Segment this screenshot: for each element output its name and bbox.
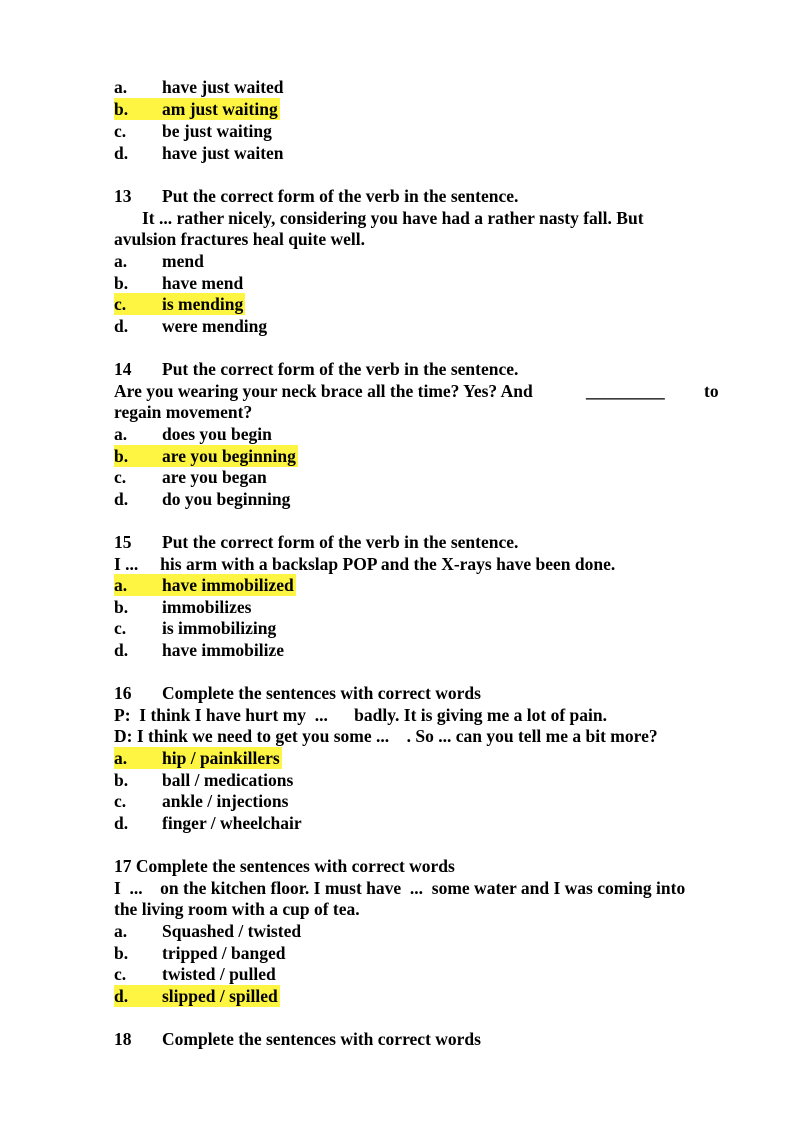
option-letter: a.: [114, 251, 128, 271]
option-letter: a.: [114, 748, 128, 768]
q16-option-a[interactable]: [114, 747, 282, 769]
question-instruction: Put the correct form of the verb in the sentence.: [162, 532, 519, 552]
option-letter: a.: [114, 77, 128, 97]
q13-text-line1: It ... rather nicely, considering you have had a rather nasty fall. But: [142, 208, 644, 228]
q14-text-start: Are you wearing your neck brace all the time? Yes? And: [114, 381, 533, 401]
question-number: 13: [114, 186, 132, 206]
question-instruction: Put the correct form of the verb in the sentence.: [162, 359, 519, 379]
option-text: mend: [162, 251, 204, 271]
q14-option-c[interactable]: [114, 466, 267, 488]
option-letter: b.: [114, 943, 129, 963]
option-letter: b.: [114, 597, 129, 617]
option-letter: d.: [114, 489, 129, 509]
answer-highlight: [114, 985, 280, 1007]
option-letter: d.: [114, 143, 129, 163]
q17-option-c[interactable]: [114, 963, 276, 985]
option-letter: c.: [114, 618, 127, 638]
option-letter: a.: [114, 921, 128, 941]
option-letter: d.: [114, 316, 129, 336]
q17-option-b[interactable]: [114, 942, 286, 964]
option-text: were mending: [162, 316, 268, 336]
q14-option-d[interactable]: [114, 488, 290, 510]
question-number: 15: [114, 532, 132, 552]
q14-text-line1: [114, 380, 734, 402]
option-letter: b.: [114, 99, 129, 119]
option-text: slipped / spilled: [162, 986, 278, 1006]
option-text: have mend: [162, 273, 244, 293]
q13-option-d[interactable]: [114, 315, 267, 337]
question-instruction: Complete the sentences with correct words: [162, 683, 481, 703]
option-letter: b.: [114, 446, 129, 466]
option-letter: c.: [114, 964, 127, 984]
q12-option-c[interactable]: [114, 120, 272, 142]
q15-heading: [114, 531, 518, 553]
question-number: 16: [114, 683, 132, 703]
q16-option-b[interactable]: [114, 769, 293, 791]
option-text: have just waited: [162, 77, 284, 97]
q13-option-a[interactable]: [114, 250, 204, 272]
option-letter: c.: [114, 294, 127, 314]
q16-option-c[interactable]: [114, 790, 288, 812]
option-text: finger / wheelchair: [162, 813, 302, 833]
q17-text-line1: I ... on the kitchen floor. I must have ... some water and I was coming into: [114, 878, 686, 898]
option-text: are you began: [162, 467, 267, 487]
q13-option-b[interactable]: [114, 272, 243, 294]
option-letter: a.: [114, 575, 128, 595]
option-text: am just waiting: [162, 99, 278, 119]
option-text: twisted / pulled: [162, 964, 276, 984]
option-letter: b.: [114, 273, 129, 293]
q16-text-line2: D: I think we need to get you some ... . So ... can you tell me a bit more?: [114, 726, 658, 746]
answer-highlight: [114, 747, 282, 769]
option-text: ball / medications: [162, 770, 294, 790]
q17-heading: 17 Complete the sentences with correct words: [114, 856, 455, 876]
question-number: 14: [114, 359, 132, 379]
option-text: are you beginning: [162, 446, 296, 466]
q17-option-a[interactable]: [114, 920, 301, 942]
option-letter: d.: [114, 640, 129, 660]
q17-text-line2: the living room with a cup of tea.: [114, 899, 360, 919]
q14-heading: [114, 358, 518, 380]
q12-option-b[interactable]: [114, 98, 280, 120]
option-letter: c.: [114, 121, 127, 141]
option-text: do you beginning: [162, 489, 291, 509]
option-text: ankle / injections: [162, 791, 289, 811]
q12-option-a[interactable]: [114, 76, 284, 98]
option-text: is mending: [162, 294, 244, 314]
q15-option-d[interactable]: [114, 639, 284, 661]
option-text: is immobilizing: [162, 618, 277, 638]
q16-heading: [114, 682, 481, 704]
option-text: be just waiting: [162, 121, 272, 141]
q14-text-line2: regain movement?: [114, 402, 253, 422]
answer-highlight: [114, 445, 298, 467]
q14-option-a[interactable]: [114, 423, 272, 445]
q15-text-line1: I ... his arm with a backslap POP and the X-rays have been done.: [114, 554, 616, 574]
answer-highlight: [114, 98, 280, 120]
question-instruction: Complete the sentences with correct words: [162, 1029, 481, 1049]
option-letter: c.: [114, 467, 127, 487]
answer-highlight: [114, 293, 245, 315]
option-letter: a.: [114, 424, 128, 444]
option-letter: c.: [114, 791, 127, 811]
question-number: 18: [114, 1029, 132, 1049]
q13-option-c[interactable]: [114, 293, 245, 315]
q15-option-c[interactable]: [114, 617, 276, 639]
q18-heading: [114, 1028, 481, 1050]
option-letter: b.: [114, 770, 129, 790]
q15-option-b[interactable]: [114, 596, 251, 618]
q17-option-d[interactable]: [114, 985, 280, 1007]
answer-highlight: [114, 574, 296, 596]
q14-option-b[interactable]: [114, 445, 298, 467]
option-text: immobilizes: [162, 597, 252, 617]
q13-heading: [114, 185, 518, 207]
q16-option-d[interactable]: [114, 812, 302, 834]
option-text: have immobilized: [162, 575, 294, 595]
q16-text-line1: P: I think I have hurt my ... badly. It is giving me a lot of pain.: [114, 705, 607, 725]
question-instruction: Put the correct form of the verb in the sentence.: [162, 186, 519, 206]
answer-blank: _________: [586, 381, 665, 401]
q15-option-a[interactable]: [114, 574, 296, 596]
option-text: does you begin: [162, 424, 272, 444]
option-letter: d.: [114, 813, 129, 833]
option-letter: d.: [114, 986, 129, 1006]
q12-option-d[interactable]: [114, 142, 284, 164]
option-text: have just waiten: [162, 143, 284, 163]
option-text: tripped / banged: [162, 943, 286, 963]
q13-text-line2: avulsion fractures heal quite well.: [114, 229, 365, 249]
option-text: hip / painkillers: [162, 748, 280, 768]
q14-text-end: to: [704, 381, 719, 401]
option-text: have immobilize: [162, 640, 284, 660]
option-text: Squashed / twisted: [162, 921, 302, 941]
